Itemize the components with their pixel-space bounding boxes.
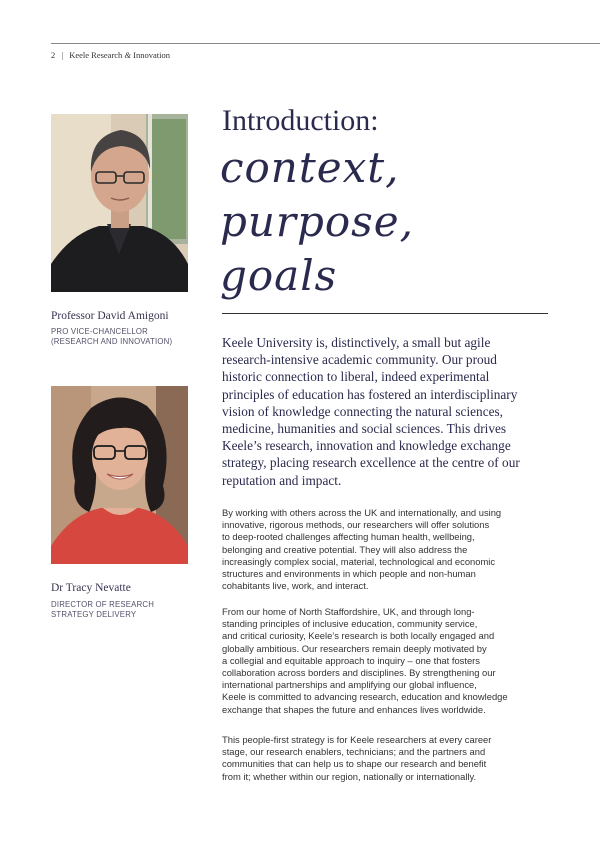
publication-title-amp: & [124, 50, 132, 60]
body-paragraph: From our home of North Staffordshire, UK, and through long- standing principles of inclusive education, community service, and critical curiosity, Keele’s research is both locally engaged and globally ambitious. Our researchers remain deeply motivated by a collegial and equitable approach to inquiry – one that fosters collaboration across borders and disciplines. By strengthening our international partnerships and amplifying our global influence, Keele is committed to advancing research, education and knowledge exchange that shapes the future and enhances lives worldwide. [222, 606, 508, 715]
header-separator: | [61, 50, 64, 60]
lead-paragraph: Keele University is, distinctively, a small but agile research-intensive academic community. Our proud historic connection to liberal, indeed experimental principles of education has fostered an interdisciplinary vision of knowledge connecting the natural sciences, medicine, humanities and social sciences. This drives Keele’s research, innovation and knowledge exchange strategy, placing research excellence at the centre of our reputation and impact. [222, 335, 520, 488]
title-divider [222, 313, 548, 314]
person-name-amigoni: Professor David Amigoni [51, 310, 169, 322]
page-subtitle: context, purpose, goals [220, 143, 414, 300]
body-paragraph: By working with others across the UK and internationally, and using innovative, rigorous methods, our researchers will offer solutions to deep-rooted challenges affecting human health, wellbeing, belonging and creative potential. They will also address the increasingly complex social, material, technological and economic structures and environments in which people and non-human cohabitants live, work, and interact. [222, 507, 502, 592]
publication-title-a: Keele Research [69, 50, 123, 60]
person-role-nevatte: DIRECTOR OF RESEARCH STRATEGY DELIVERY [51, 600, 155, 619]
page-title: Introduction: [222, 104, 379, 137]
person-name-nevatte: Dr Tracy Nevatte [51, 582, 131, 594]
portrait-photo-amigoni [51, 114, 188, 292]
person-role-amigoni: PRO VICE-CHANCELLOR (RESEARCH AND INNOVATION) [51, 327, 173, 346]
publication-title-b: Innovation [133, 50, 170, 60]
portrait-photo-nevatte [51, 386, 188, 564]
running-header [51, 50, 170, 60]
body-paragraph: This people-first strategy is for Keele researchers at every career stage, our research enablers, technicians; and the partners and communities that can help us to shape our research and benefit from it; whether within our region, nationally or internationally. [222, 734, 492, 782]
page-number: 2 [51, 50, 56, 60]
header-rule [51, 43, 600, 44]
